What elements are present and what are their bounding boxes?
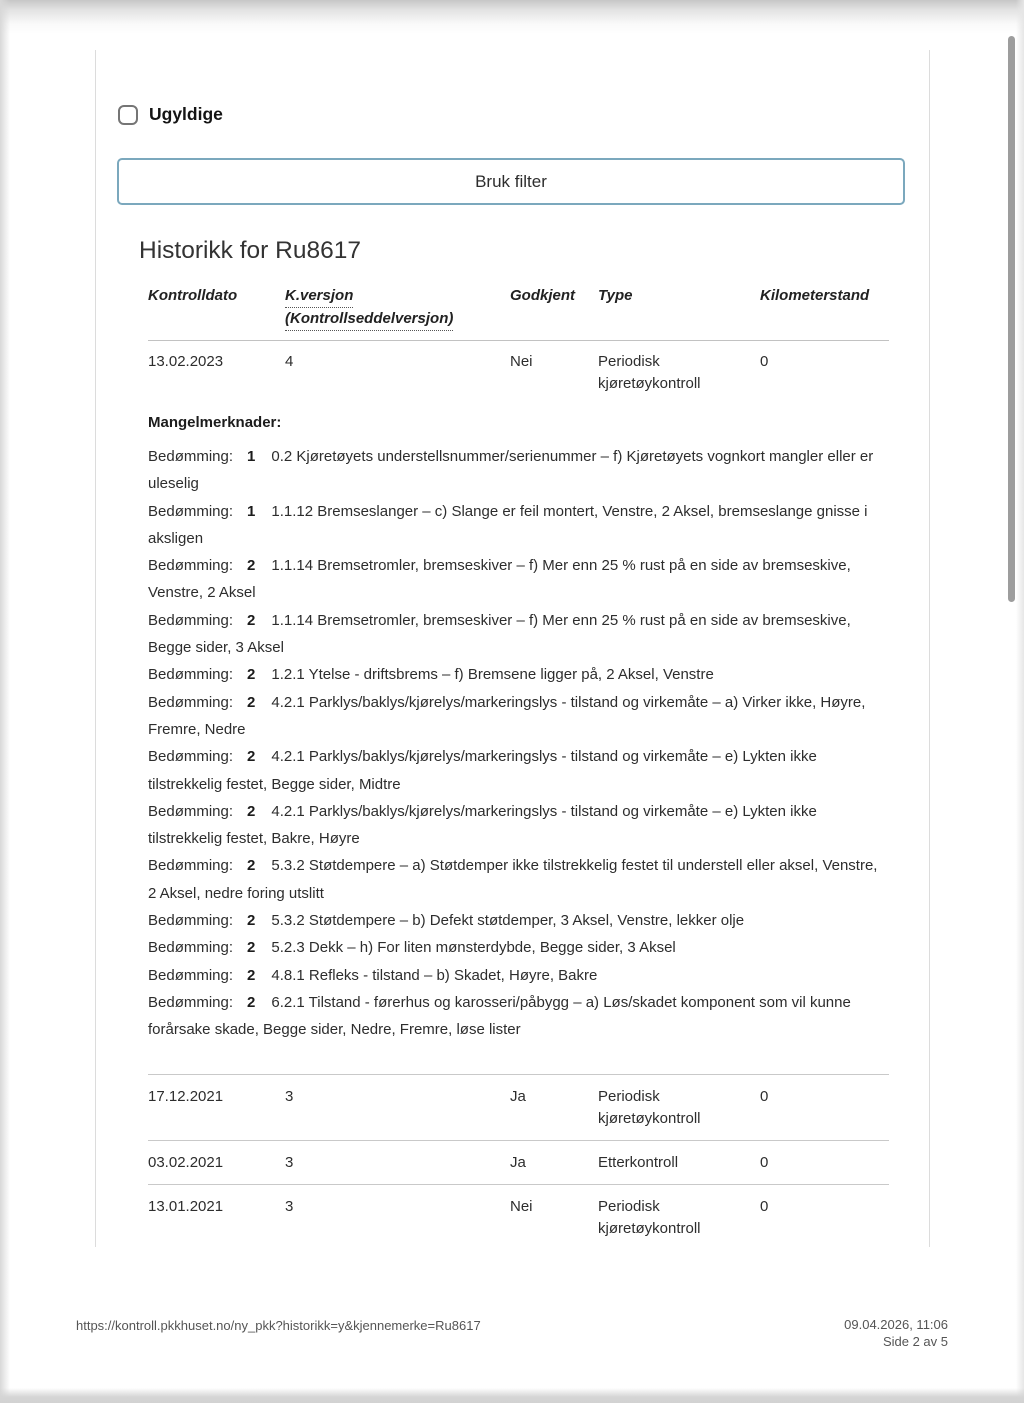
print-footer-page-number: Side 2 av 5 (882, 1333, 948, 1349)
cell-approved: Ja (510, 1087, 526, 1105)
header-kilometerstand: Kilometerstand (760, 287, 870, 304)
bruk-filter-button-label: Bruk filter (475, 171, 547, 191)
cell-km: 0 (760, 1197, 769, 1215)
cell-approved: Ja (510, 1153, 526, 1171)
cell-km: 0 (760, 1153, 769, 1171)
remark-item (148, 498, 889, 553)
remarks-list (148, 443, 889, 1044)
history-rows-bottom (148, 1074, 889, 1250)
remark-item (148, 989, 889, 1044)
remark-label: Bedømming: (148, 448, 234, 465)
remark-label: Bedømming: (148, 993, 234, 1011)
remark-label: Bedømming: (148, 802, 234, 820)
remark-grade: 2 (247, 939, 256, 957)
remark-grade: 1 (247, 502, 256, 520)
remark-grade: 2 (247, 693, 256, 711)
remark-item (148, 962, 889, 989)
cell-version: 3 (285, 1153, 294, 1171)
remark-text: 1.1.14 Bremsetromler, bremseskiver – f) Mer enn 25 % rust på en side av bremseskive, Venstre, 2 Aksel (148, 557, 851, 602)
remark-text: 4.2.1 Parklys/baklys/kjørelys/markeringslys - tilstand og virkemåte – e) Lykten ikke tilstrekkelig festet, Begge sider, Midtre (148, 748, 817, 793)
cell-km: 0 (760, 353, 769, 370)
remark-grade: 2 (247, 857, 256, 875)
page-right-shadow (1016, 0, 1024, 1403)
print-footer-datetime: 09.04.2026, 11:06 (844, 1317, 948, 1332)
remark-grade: 2 (247, 666, 256, 684)
remark-text: 5.2.3 Dekk – h) For liten mønsterdybde, Begge sider, 3 Aksel (271, 939, 676, 957)
cell-km: 0 (760, 1087, 769, 1105)
ugyldige-filter-row (118, 104, 223, 125)
remark-text: 4.8.1 Refleks - tilstand – b) Skadet, Høyre, Bakre (271, 966, 598, 984)
cell-version: 3 (285, 1197, 294, 1215)
vertical-scrollbar-thumb[interactable] (1008, 36, 1015, 602)
print-footer-meta (844, 1317, 948, 1350)
remark-grade: 2 (247, 611, 256, 629)
page-top-shadow (0, 0, 1024, 34)
cell-approved: Nei (510, 353, 533, 370)
remark-item (148, 661, 889, 688)
header-kversjon: K.versjon (Kontrollseddelversjon) (285, 285, 510, 331)
remark-grade: 2 (247, 557, 256, 575)
remark-item (148, 852, 889, 907)
header-type: Type (598, 287, 633, 304)
remark-text: 1.2.1 Ytelse - driftsbrems – f) Bremsene ligger på, 2 Aksel, Venstre (271, 666, 714, 684)
remark-grade: 2 (247, 802, 256, 820)
remarks-title: Mangelmerknader: (148, 414, 282, 431)
cell-type: Periodisk kjøretøykontroll (598, 1197, 701, 1237)
remark-label: Bedømming: (148, 939, 234, 957)
ugyldige-checkbox[interactable] (118, 105, 138, 125)
remark-label: Bedømming: (148, 912, 234, 930)
cell-date: 03.02.2021 (148, 1153, 224, 1171)
remark-item (148, 552, 889, 607)
remark-label: Bedømming: (148, 502, 234, 520)
table-row (148, 341, 889, 407)
ugyldige-checkbox-label: Ugyldige (149, 104, 223, 124)
remark-item (148, 443, 889, 498)
table-row (148, 1140, 889, 1184)
content-frame-right-border (929, 50, 930, 1247)
remark-label: Bedømming: (148, 611, 234, 629)
remark-item (148, 934, 889, 961)
remark-text: 1.1.12 Bremseslanger – c) Slange er feil montert, Venstre, 2 Aksel, bremseslange gnisse i aksligen (148, 502, 868, 547)
table-header-row (148, 285, 889, 341)
remark-item (148, 743, 889, 798)
cell-type: Etterkontroll (598, 1153, 679, 1171)
history-section (148, 285, 889, 1250)
header-kontrolldato: Kontrolldato (148, 287, 238, 304)
remark-text: 1.1.14 Bremsetromler, bremseskiver – f) Mer enn 25 % rust på en side av bremseskive, Begge sider, 3 Aksel (148, 611, 851, 657)
cell-approved: Nei (510, 1197, 533, 1215)
page-title: Historikk for Ru8617 (139, 237, 361, 264)
remark-text: 4.2.1 Parklys/baklys/kjørelys/markeringslys - tilstand og virkemåte – a) Virker ikke, Høyre, Fremre, Nedre (148, 693, 866, 738)
remark-label: Bedømming: (148, 966, 234, 984)
remark-text: 0.2 Kjøretøyets understellsnummer/serienummer – f) Kjøretøyets vognkort mangler eller er uleselig (148, 448, 874, 493)
remark-label: Bedømming: (148, 666, 234, 684)
table-row (148, 1184, 889, 1250)
remark-item (148, 607, 889, 662)
remark-text: 4.2.1 Parklys/baklys/kjørelys/markeringslys - tilstand og virkemåte – e) Lykten ikke tilstrekkelig festet, Bakre, Høyre (148, 802, 817, 848)
cell-version: 4 (285, 353, 294, 370)
remark-text: 5.3.2 Støtdempere – b) Defekt støtdemper, 3 Aksel, Venstre, lekker olje (271, 912, 745, 930)
remark-label: Bedømming: (148, 693, 234, 711)
table-row (148, 1074, 889, 1140)
cell-version: 3 (285, 1087, 294, 1105)
bruk-filter-button[interactable] (117, 158, 905, 205)
content-frame-left-border (95, 50, 96, 1247)
remark-grade: 2 (247, 993, 256, 1011)
cell-date: 13.02.2023 (148, 353, 224, 370)
cell-type: Periodisk kjøretøykontroll (598, 1087, 701, 1127)
remark-label: Bedømming: (148, 857, 234, 875)
remark-item (148, 907, 889, 934)
cell-type: Periodisk kjøretøykontroll (598, 353, 701, 392)
remark-grade: 2 (247, 912, 256, 930)
remark-label: Bedømming: (148, 557, 234, 575)
page-bottom-shadow (0, 1388, 1024, 1403)
remark-item (148, 689, 889, 744)
cell-date: 17.12.2021 (148, 1087, 224, 1105)
remark-text: 5.3.2 Støtdempere – a) Støtdemper ikke tilstrekkelig festet til understell eller aksel, Venstre, 2 Aksel, nedre foring utslitt (148, 857, 878, 902)
header-godkjent: Godkjent (510, 287, 576, 304)
remark-text: 6.2.1 Tilstand - førerhus og karosseri/påbygg – a) Løs/skadet komponent som vil kunne forårsake skade, Begge sider, Nedre, Fremre, løse lister (148, 993, 851, 1039)
remark-grade: 2 (247, 748, 256, 766)
print-footer-url: https://kontroll.pkkhuset.no/ny_pkk?historikk=y&kjennemerke=Ru8617 (76, 1318, 481, 1333)
page-left-shadow (0, 0, 10, 1403)
remark-item (148, 798, 889, 853)
remark-grade: 2 (247, 966, 256, 984)
remark-grade: 1 (247, 448, 256, 465)
cell-date: 13.01.2021 (148, 1197, 224, 1215)
remark-label: Bedømming: (148, 748, 234, 766)
